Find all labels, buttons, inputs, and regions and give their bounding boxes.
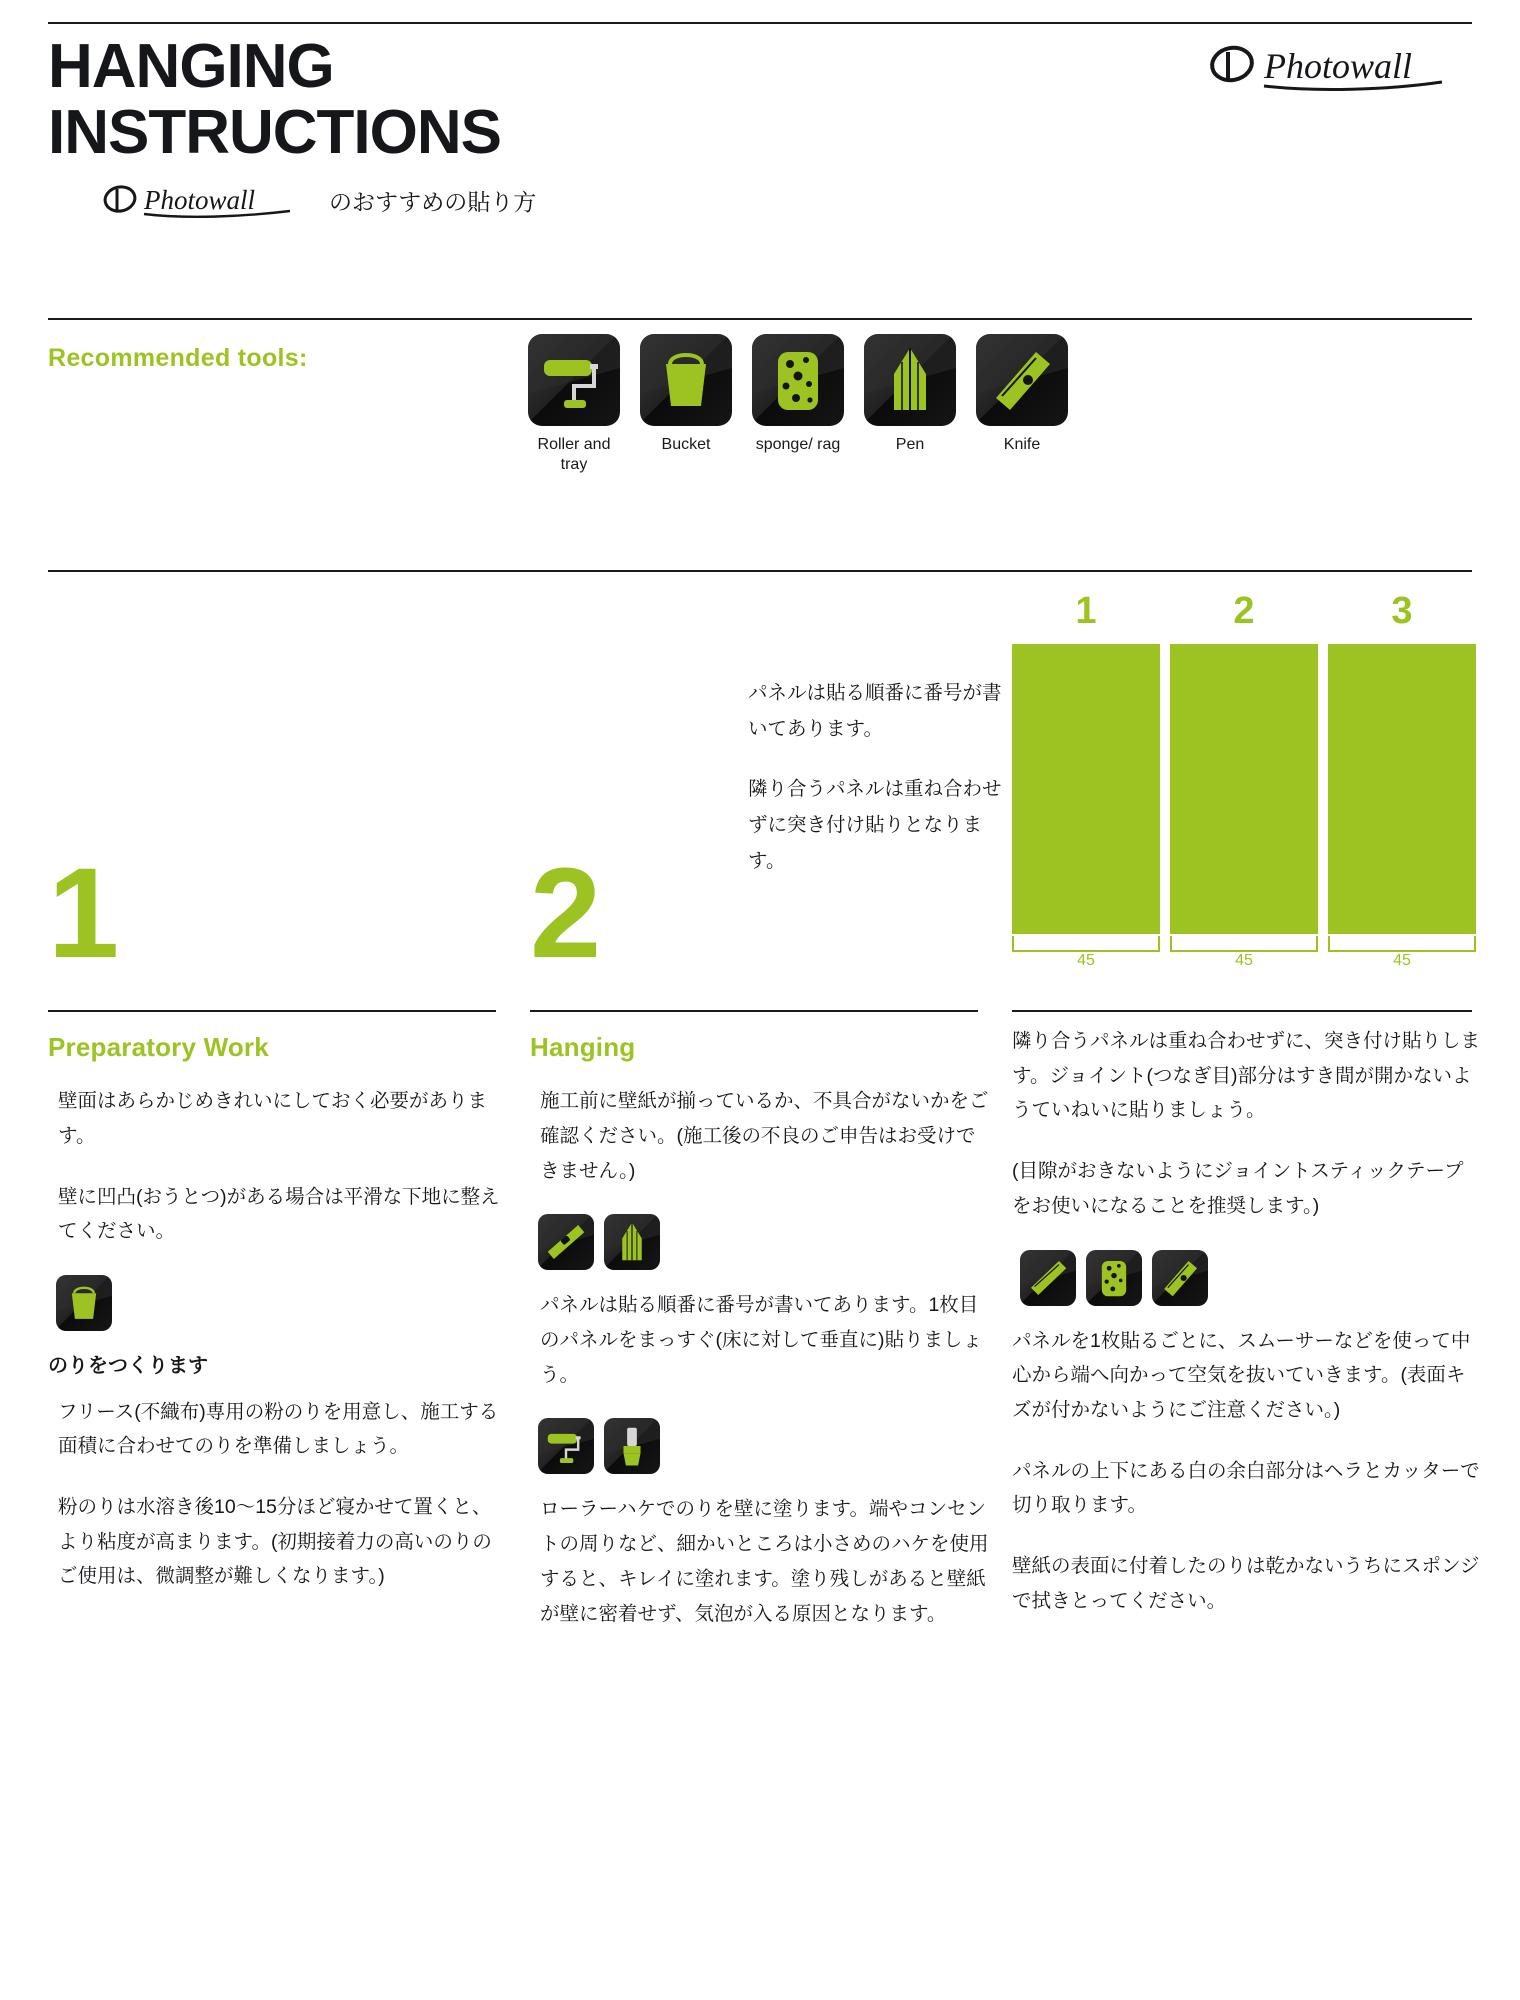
measure-brace — [1170, 936, 1318, 952]
tool-knife — [976, 334, 1068, 475]
tools-divider — [48, 318, 1472, 320]
panel-diagram — [1012, 592, 1477, 974]
header — [48, 34, 1468, 221]
tool-caption: Knife — [1003, 436, 1041, 453]
bucket-icon — [56, 1275, 112, 1331]
tool-list — [528, 334, 1068, 475]
level-icon — [538, 1214, 594, 1270]
tool-pen — [864, 334, 956, 475]
roller-icon — [538, 1418, 594, 1474]
measure-value: 45 — [1393, 952, 1411, 969]
svg-text:Photowall: Photowall — [1264, 46, 1413, 86]
column-joining — [1012, 1024, 1480, 1644]
panel-number-row — [1012, 592, 1477, 630]
column-3-para-2: (目隙がおきないようにジョイントスティックテープをお使いになることを推奨します。) — [1012, 1160, 1464, 1217]
tool-sponge — [752, 334, 844, 475]
bucket-icon — [640, 334, 732, 426]
subtitle-row — [100, 181, 1468, 221]
photowall-logo-small — [100, 181, 315, 221]
pen-icon — [604, 1214, 660, 1270]
roller-icon — [528, 334, 620, 426]
column-3-para-5: 壁紙の表面に付着したのりは乾かないうちにスポンジで拭きとってください。 — [1012, 1555, 1480, 1612]
column-2-divider — [530, 1010, 978, 1012]
panel-block — [1012, 644, 1160, 934]
middle-divider — [48, 570, 1472, 572]
panel-block — [1170, 644, 1318, 934]
top-divider — [48, 22, 1472, 24]
column-2-icons-1 — [538, 1214, 990, 1270]
panel-measure — [1170, 936, 1318, 974]
column-2-para-3: ローラーハケでのりを壁に塗ります。端やコンセントの周りなど、細かいところは小さめのハケを使用すると、キレイに塗れます。塗り残しがあると壁紙が壁に密着せず、気泡が入る原因となります。 — [540, 1498, 989, 1625]
column-3-para-1: 隣り合うパネルは重ね合わせずに、突き付け貼りします。ジョイント(つなぎ目)部分はすき間が開かないようていねいに貼りましょう。 — [1012, 1030, 1481, 1122]
column-2-heading: Hanging — [530, 1032, 636, 1062]
photowall-logo — [1206, 40, 1468, 98]
brush-icon — [604, 1418, 660, 1474]
tool-caption: Bucket — [661, 436, 711, 453]
column-preparatory-work — [48, 1024, 503, 1620]
column-3-para-3: パネルを1枚貼るごとに、スムーサーなどを使って中心から端へ向かって空気を抜いていきます。(表面キズが付かないようにご注意ください。) — [1012, 1329, 1471, 1421]
title-line-1: HANGING — [48, 32, 334, 101]
column-hanging — [530, 1024, 990, 1657]
panel-note-1: パネルは貼る順番に番号が書いてあります。 — [748, 682, 1002, 741]
smoother-icon — [1020, 1250, 1076, 1306]
recommended-tools-label: Recommended tools: — [48, 344, 308, 372]
column-1-para-3: フリース(不織布)専用の粉のりを用意し、施工する面積に合わせてのりを準備しましょう。 — [58, 1400, 499, 1458]
subtitle-text: のおすすめの貼り方 — [329, 189, 537, 216]
column-3-divider — [1012, 1010, 1472, 1012]
panel-measure — [1328, 936, 1476, 974]
panel-number: 3 — [1391, 590, 1413, 632]
pen-icon — [864, 334, 956, 426]
tool-caption: sponge/ rag — [755, 436, 841, 453]
column-2-para-1: 施工前に壁紙が揃っているか、不具合がないかをご確認ください。(施工後の不良のご申告はお受けできません。) — [540, 1090, 989, 1182]
title-line-2: INSTRUCTIONS — [48, 97, 501, 167]
measure-value: 45 — [1235, 952, 1253, 969]
panel-row — [1012, 644, 1477, 934]
knife-icon — [976, 334, 1068, 426]
panel-note-2: 隣り合うパネルは重ね合わせずに突き付け貼りとなります。 — [748, 778, 1002, 873]
panel-measure — [1012, 936, 1160, 974]
tool-caption: Roller and tray — [537, 436, 611, 473]
panel-measure-row — [1012, 936, 1477, 974]
column-1-divider — [48, 1010, 496, 1012]
sponge-icon — [1086, 1250, 1142, 1306]
column-1-heading: Preparatory Work — [48, 1032, 269, 1062]
column-3-para-4: パネルの上下にある白の余白部分はヘラとカッターで切り取ります。 — [1012, 1459, 1480, 1517]
column-1-para-4: 粉のりは水溶き後10〜15分ほど寝かせて置くと、より粘度が高まります。(初期接着力の高いのりのご使用は、微調整が難しくなります。) — [58, 1496, 492, 1588]
measure-brace — [1328, 936, 1476, 952]
measure-brace — [1012, 936, 1160, 952]
step-number-2: 2 — [530, 842, 602, 985]
column-1-para-1: 壁面はあらかじめきれいにしておく必要があります。 — [58, 1090, 488, 1147]
column-1-icons — [56, 1275, 503, 1331]
column-2-para-2: パネルは貼る順番に番号が書いてあります。1枚目のパネルをまっすぐ(床に対して垂直に)貼りましょう。 — [540, 1294, 982, 1386]
panel-number: 1 — [1075, 590, 1097, 632]
recommended-tools-section — [48, 334, 1472, 475]
tool-caption: Pen — [895, 436, 925, 453]
panel-block — [1328, 644, 1476, 934]
tool-roller — [528, 334, 620, 475]
column-1-para-2: 壁に凹凸(おうとつ)がある場合は平滑な下地に整えてください。 — [58, 1185, 500, 1243]
sponge-icon — [752, 334, 844, 426]
knife-icon — [1152, 1250, 1208, 1306]
svg-text:Photowall: Photowall — [144, 185, 256, 216]
column-3-icons — [1020, 1250, 1480, 1306]
panel-number: 2 — [1233, 590, 1255, 632]
measure-value: 45 — [1077, 952, 1095, 969]
panel-note — [748, 675, 1018, 903]
tool-bucket — [640, 334, 732, 475]
step-number-1: 1 — [48, 842, 120, 985]
column-1-subheading: のりをつくります — [48, 1355, 208, 1378]
column-2-icons-2 — [538, 1418, 990, 1474]
